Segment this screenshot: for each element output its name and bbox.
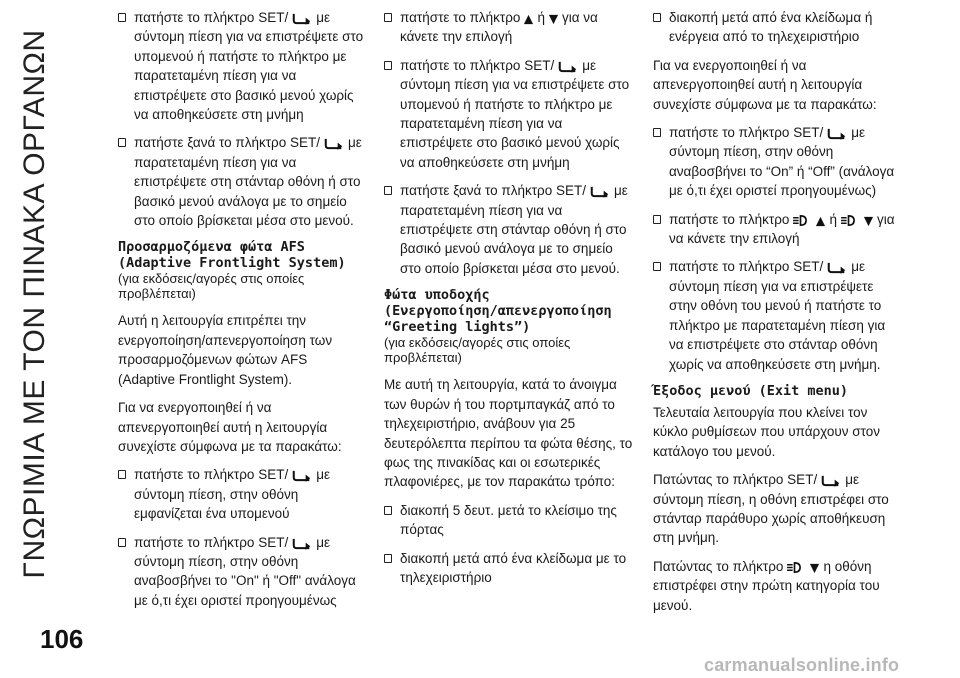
heading-line: “Greeting lights”) bbox=[384, 319, 531, 336]
item-text: με σύντομη πίεση, στην οθόνη αναβοσβήνει το "On" ή "Off" ανάλογα με ό,τι έχει οριστεί προηγουμένως bbox=[134, 534, 356, 608]
list-item bbox=[384, 181, 634, 278]
chapter-title-text: ΓΝΩΡΙΜΙΑ ΜΕ ΤΟΝ ΠΙΝΑΚΑ ΟΡΓΑΝΩΝ bbox=[18, 29, 51, 579]
set-key-icon bbox=[820, 474, 842, 487]
checkbox-icon bbox=[384, 506, 392, 515]
set-key-icon bbox=[291, 537, 313, 550]
paragraph bbox=[653, 557, 903, 615]
item-text: με παρατεταμένη πίεση για να επιστρέψετε στη στάνταρ οθόνη ή στο βασικό μενού ανάλογα με το σημείο στο οποίο βρίσκεται μέσα στο μενού. bbox=[400, 183, 628, 276]
page-number: 106 bbox=[40, 624, 84, 654]
availability-note: (για εκδόσεις/αγορές στις οποίες προβλέπεται) bbox=[118, 271, 305, 302]
list-item bbox=[118, 465, 368, 523]
light-key-icon bbox=[840, 214, 857, 227]
item-text: ή bbox=[537, 10, 545, 25]
watermark: carmanualsonline.info bbox=[704, 655, 900, 675]
checkbox-icon bbox=[118, 138, 126, 147]
item-text: διακοπή 5 δευτ. μετά το κλείσιμο της πόρτας bbox=[400, 502, 617, 538]
item-text: διακοπή μετά από ένα κλείδωμα ή ενέργεια από το τηλεχειριστήριο bbox=[669, 10, 873, 45]
checkbox-icon bbox=[653, 128, 661, 137]
set-key-icon bbox=[557, 60, 579, 73]
item-text: με παρατεταμένη πίεση για να επιστρέψετε στη στάνταρ οθόνη ή στο βασικό μενού ανάλογα με το σημείο στο οποίο βρίσκεται μέσα στο μενού. bbox=[134, 135, 362, 229]
item-text: πατήστε το πλήκτρο SET/ bbox=[669, 259, 824, 275]
paragraph: Με αυτή τη λειτουργία, κατά το άνοιγμα των θυρών ή του πορτμπαγκάζ από το τηλεχειριστήριο, ανάβουν για 25 δευτερόλεπτα περίπου τα φώτα θέσης, το φως της πινακίδας και οι εσωτερικές πλαφονιέρες, με τον παρακάτω τρόπο: bbox=[384, 377, 633, 490]
set-key-icon bbox=[323, 137, 345, 150]
heading-line: (Ενεργοποίηση/απενεργοποίηση bbox=[384, 303, 612, 320]
list-item bbox=[653, 210, 903, 249]
section-heading bbox=[118, 239, 368, 271]
item-text: πατήστε το πλήκτρο SET/ bbox=[134, 534, 289, 550]
checkbox-icon bbox=[118, 13, 126, 22]
item-text: για να κάνετε την επιλογή bbox=[400, 10, 598, 45]
arrow-up-icon bbox=[815, 216, 826, 227]
arrow-down-icon bbox=[548, 14, 559, 25]
paragraph-text: η οθόνη επιστρέφει στην πρώτη κατηγορία του μενού. bbox=[653, 558, 880, 613]
list-item bbox=[384, 56, 634, 172]
item-text: ή bbox=[829, 211, 837, 227]
checkbox-icon bbox=[653, 13, 661, 22]
checkbox-icon bbox=[653, 215, 661, 224]
paragraph: Για να ενεργοποιηθεί ή να απενεργοποιηθεί αυτή η λειτουργία συνεχίστε σύμφωνα με τα παρακάτω: bbox=[118, 400, 342, 454]
arrow-down-icon bbox=[863, 216, 874, 227]
light-key-icon bbox=[792, 214, 809, 227]
arrow-up-icon bbox=[523, 14, 534, 25]
paragraph-text: Πατώντας το πλήκτρο bbox=[653, 558, 784, 574]
section-heading bbox=[384, 287, 634, 335]
set-key-icon bbox=[826, 261, 848, 274]
item-text: πατήστε το πλήκτρο bbox=[669, 211, 790, 227]
list-item bbox=[118, 8, 368, 124]
set-key-icon bbox=[826, 127, 848, 140]
list-item bbox=[384, 501, 634, 540]
paragraph bbox=[653, 470, 903, 548]
arrow-down-icon bbox=[809, 563, 820, 574]
item-text: πατήστε το πλήκτρο SET/ bbox=[134, 10, 289, 25]
list-item bbox=[653, 8, 903, 47]
item-text: με σύντομη πίεση, στην οθόνη αναβοσβήνει το “On” ή “Off” (ανάλογα με ό,τι έχει οριστεί προηγουμένως) bbox=[669, 125, 895, 199]
checkbox-icon bbox=[384, 13, 392, 22]
item-text: πατήστε το πλήκτρο SET/ bbox=[134, 467, 289, 483]
item-text: πατήστε ξανά το πλήκτρο SET/ bbox=[400, 183, 586, 199]
chapter-side-title bbox=[18, 29, 52, 579]
item-text: πατήστε το πλήκτρο SET/ bbox=[669, 125, 824, 141]
section-heading bbox=[653, 383, 903, 399]
availability-note: (για εκδόσεις/αγορές στις οποίες προβλέπεται) bbox=[384, 335, 571, 366]
list-item bbox=[653, 123, 903, 201]
checkbox-icon bbox=[118, 538, 126, 547]
item-text: με σύντομη πίεση για να επιστρέψετε στο υπομενού ή πατήστε το πλήκτρο με παρατεταμένη πίεση για να επιστρέψετε στο βασικό μενού χωρίς να αποθηκεύσετε στη μνήμη bbox=[134, 10, 364, 123]
paragraph: Για να ενεργοποιηθεί ή να απενεργοποιηθεί αυτή η λειτουργία συνεχίστε σύμφωνα με τα παρακάτω: bbox=[653, 57, 877, 112]
column-1 bbox=[118, 8, 368, 619]
item-text: για να κάνετε την επιλογή bbox=[669, 211, 895, 247]
item-text: πατήστε το πλήκτρο bbox=[400, 10, 521, 25]
item-text: διακοπή μετά από ένα κλείδωμα με το τηλεχειριστήριο bbox=[400, 550, 627, 585]
heading-line: (Adaptive Frontlight System) bbox=[118, 255, 346, 272]
list-item bbox=[384, 549, 634, 588]
item-text: με σύντομη πίεση για να επιστρέψετε στην οθόνη του μενού ή πατήστε το πλήκτρο με παρατεταμένη πίεση για να επιστρέψετε στο στάνταρ οθόνη χωρίς να αποθηκεύσετε στη μνήμη. bbox=[669, 259, 886, 372]
set-key-icon bbox=[291, 12, 313, 25]
list-item bbox=[118, 533, 368, 611]
item-text: πατήστε το πλήκτρο SET/ bbox=[400, 57, 555, 73]
set-key-icon bbox=[589, 185, 611, 198]
checkbox-icon bbox=[653, 262, 661, 271]
light-key-icon bbox=[786, 561, 803, 574]
item-text: με σύντομη πίεση για να επιστρέψετε στο υπομενού ή πατήστε το πλήκτρο με παρατεταμένη πίεση για να επιστρέψετε στο βασικό μενού χωρίς να αποθηκεύσετε στη μνήμη bbox=[400, 57, 630, 170]
paragraph-text: με σύντομη πίεση, η οθόνη επιστρέφει στο στάνταρ παράθυρο χωρίς αποθήκευση στη μνήμη. bbox=[653, 472, 889, 546]
list-item bbox=[653, 257, 903, 373]
list-item bbox=[118, 133, 368, 230]
column-3 bbox=[653, 8, 903, 624]
item-text: με σύντομη πίεση, στην οθόνη εμφανίζεται ένα υπομενού bbox=[134, 467, 330, 522]
checkbox-icon bbox=[118, 470, 126, 479]
paragraph: Τελευταία λειτουργία που κλείνει τον κύκλο ρυθμίσεων που υπάρχουν στον κατάλογο του μενού. bbox=[653, 404, 881, 459]
list-item bbox=[384, 8, 634, 47]
heading-line: Προσαρμοζόμενα φώτα AFS bbox=[118, 239, 305, 256]
column-2 bbox=[384, 8, 634, 596]
checkbox-icon bbox=[384, 61, 392, 70]
item-text: πατήστε ξανά το πλήκτρο SET/ bbox=[134, 135, 320, 151]
paragraph-text: Πατώντας το πλήκτρο SET/ bbox=[653, 472, 818, 488]
paragraph: Αυτή η λειτουργία επιτρέπει την ενεργοποίηση/απενεργοποίηση των προσαρμοζόμενων φώτων AFS (Adaptive Frontlight System). bbox=[118, 313, 333, 387]
set-key-icon bbox=[291, 469, 313, 482]
heading-line: Φώτα υποδοχής bbox=[384, 287, 490, 304]
heading-line: Έξοδος μενού (Exit menu) bbox=[653, 382, 849, 399]
checkbox-icon bbox=[384, 554, 392, 563]
checkbox-icon bbox=[384, 186, 392, 195]
